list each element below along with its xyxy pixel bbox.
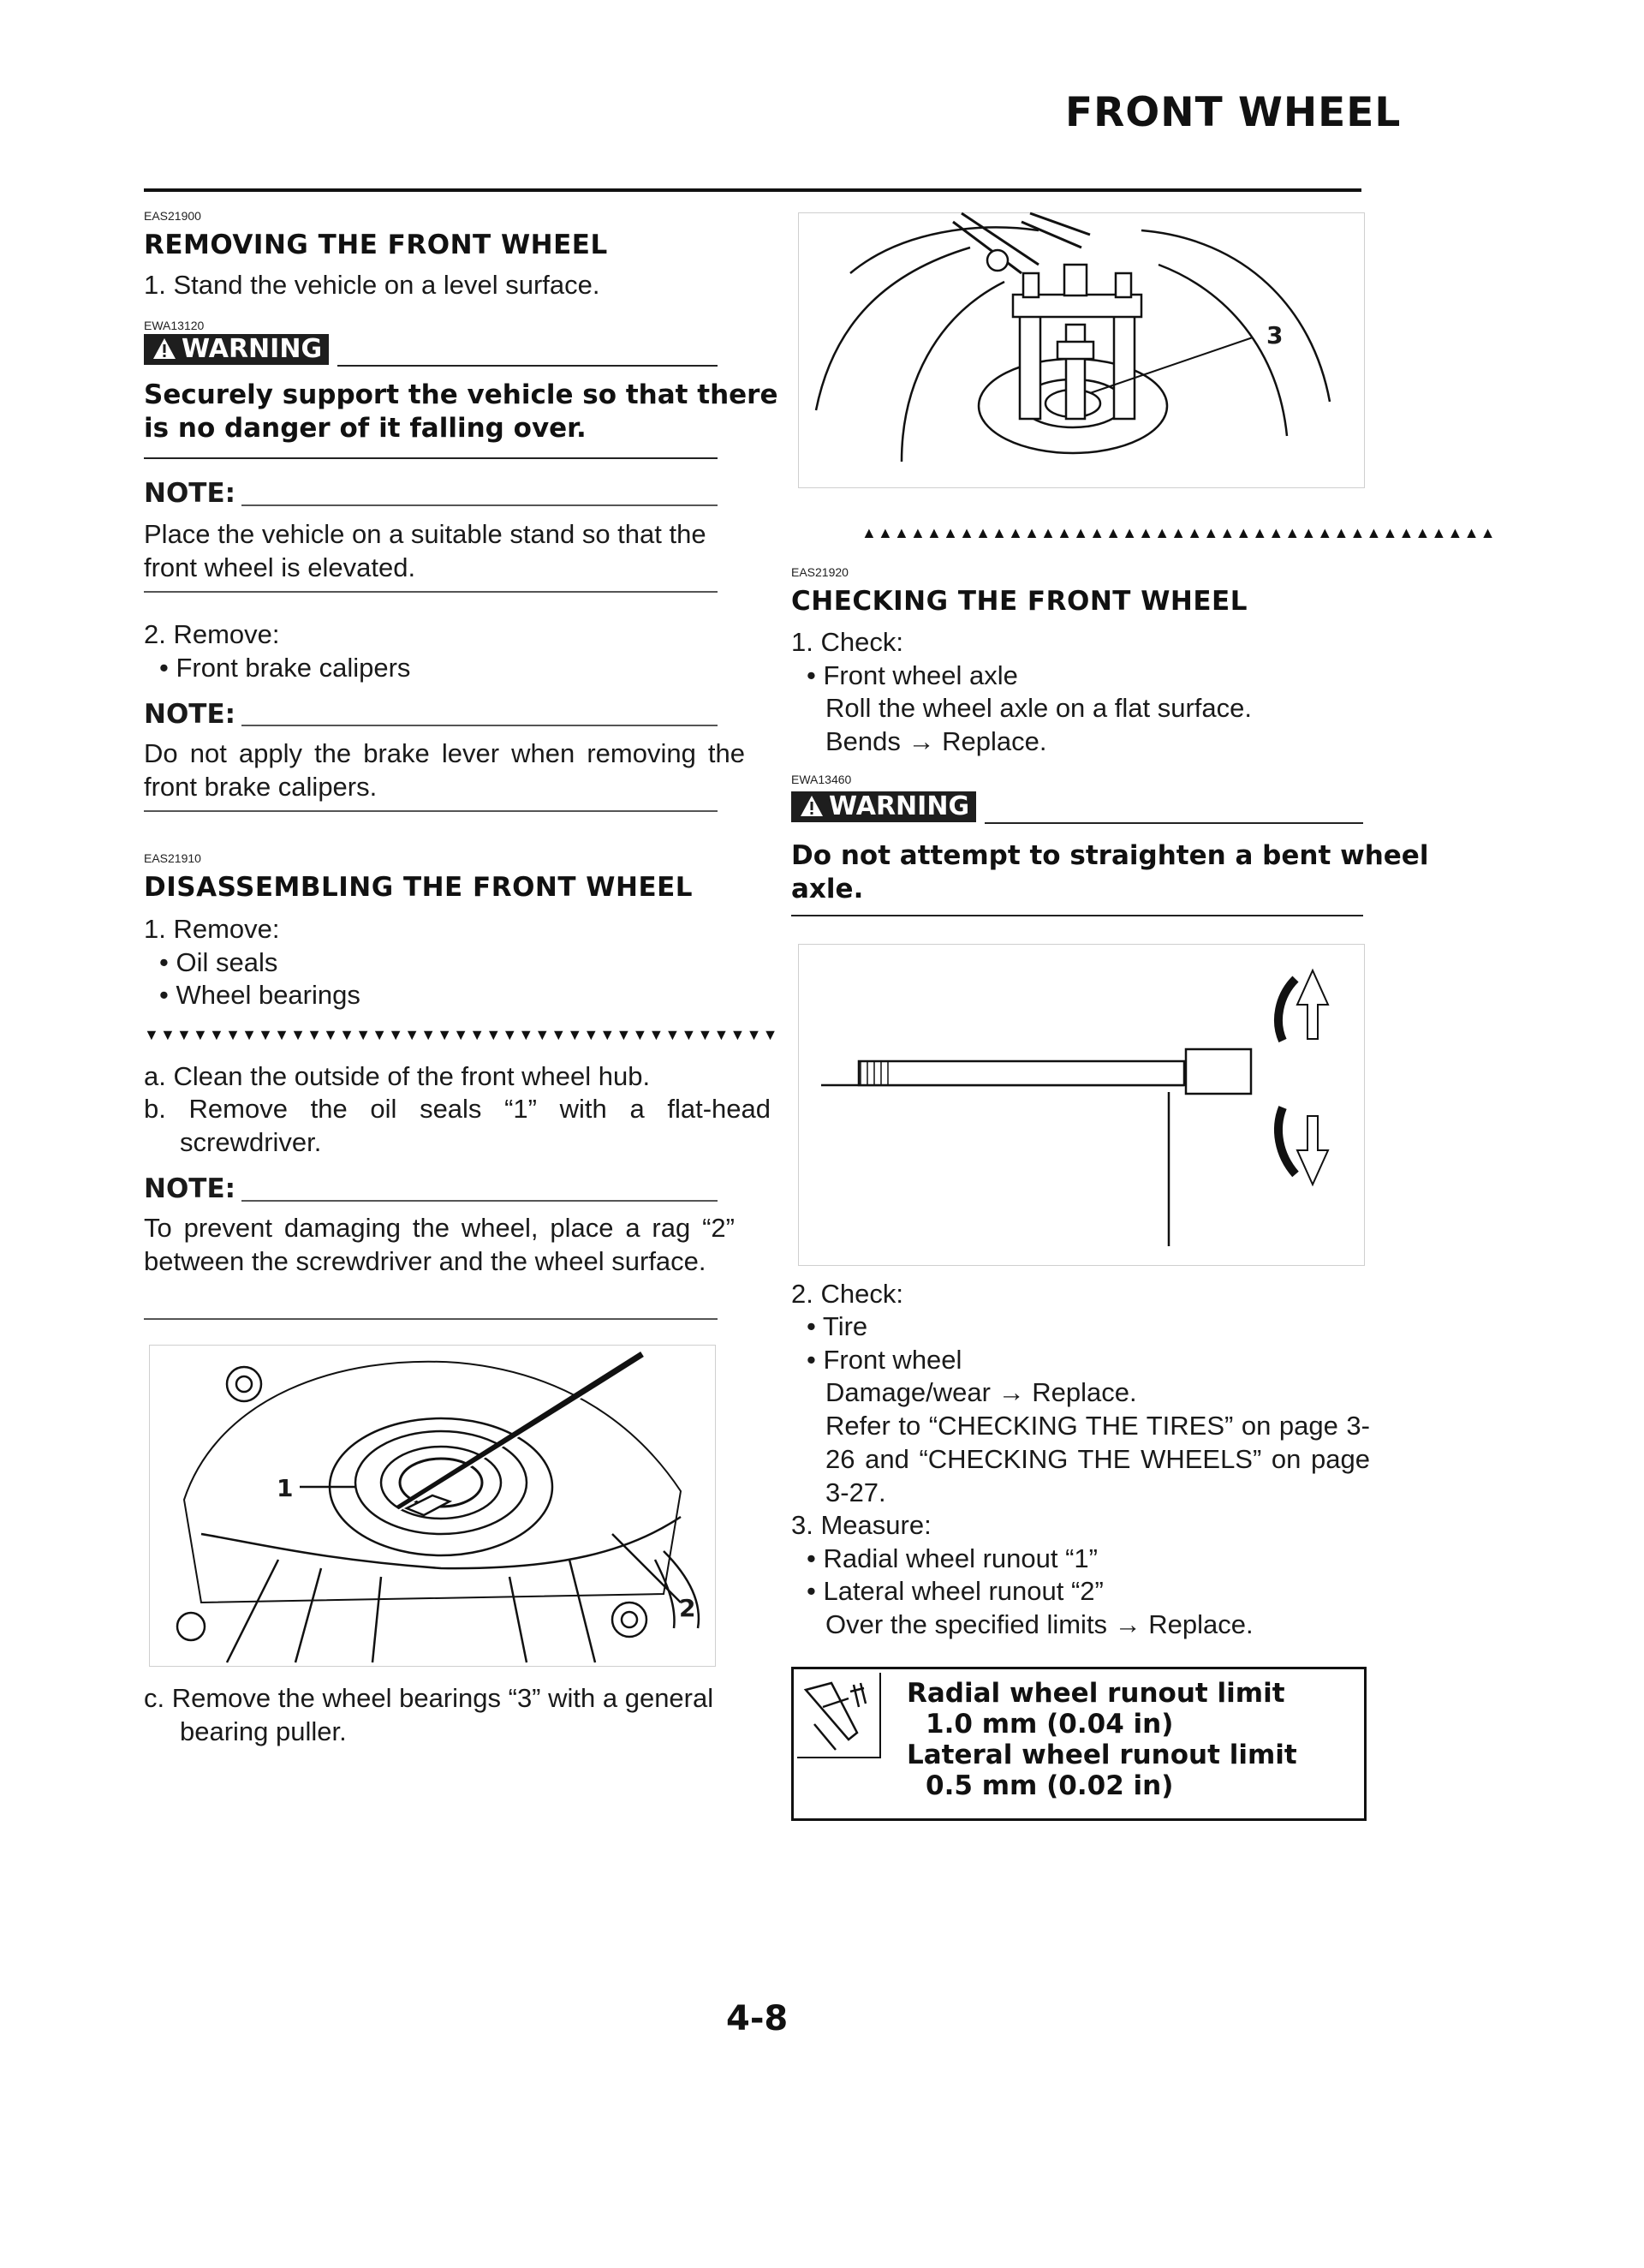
note-text: Place the vehicle on a suitable stand so that the front wheel is elevated.: [144, 519, 706, 582]
item-detail: Over the specified limits → Replace.: [825, 1609, 1254, 1639]
list-item: • Wheel bearings: [159, 980, 360, 1010]
item-detail: Refer to “CHECKING THE TIRES” on page 3-26 and “CHECKING THE WHEELS” on page 3-27.: [825, 1411, 1370, 1507]
hub-drawing: [150, 1346, 715, 1666]
step-text: 1. Remove:: [144, 914, 280, 944]
sub-step-text: b. Remove the oil seals “1” with a flat-head screwdriver.: [144, 1094, 771, 1157]
warning-text: Securely support the vehicle so that there is no danger of it falling over.: [144, 379, 778, 444]
spec-lateral-value: 0.5 mm (0.02 in): [926, 1770, 1174, 1801]
triangle-row-up: ▲▲▲▲▲▲▲▲▲▲▲▲▲▲▲▲▲▲▲▲▲▲▲▲▲▲▲▲▲▲▲▲▲▲▲▲▲▲▲: [861, 524, 1497, 541]
figure-bearing-puller: [798, 212, 1365, 488]
note-end-rule: [144, 810, 718, 812]
warning-text-clip: [144, 379, 801, 451]
warning-rule: [985, 822, 1363, 824]
warning-triangle-icon: [152, 334, 176, 365]
list-item: • Lateral wheel runout “2”: [807, 1576, 1104, 1606]
warning-badge: [144, 334, 329, 365]
figure-label-1: 1: [277, 1474, 294, 1502]
step-text: 2. Check:: [791, 1279, 903, 1309]
list-item: • Radial wheel runout “1”: [807, 1543, 1098, 1573]
spec-radial-value: 1.0 mm (0.04 in): [926, 1709, 1174, 1740]
page-number: 4-8: [726, 1999, 789, 2038]
note-end-rule: [144, 1318, 718, 1320]
list-item: • Front brake calipers: [159, 653, 411, 683]
figure-oil-seal-removal: [149, 1345, 716, 1667]
list-item: • Front wheel: [807, 1345, 962, 1375]
triangle-row-down: ▼▼▼▼▼▼▼▼▼▼▼▼▼▼▼▼▼▼▼▼▼▼▼▼▼▼▼▼▼▼▼▼▼▼▼▼▼▼▼: [144, 1026, 779, 1043]
warning-badge: [791, 791, 976, 822]
figure-axle-runout: [798, 944, 1365, 1266]
spec-radial-label: Radial wheel runout limit: [907, 1678, 1285, 1709]
section-title-checking: CHECKING THE FRONT WHEEL: [791, 586, 1248, 617]
axle-drawing: [799, 945, 1364, 1265]
caliper-icon: [797, 1673, 881, 1758]
note-label: NOTE:: [144, 1173, 236, 1204]
warning-code: EWA13120: [144, 319, 205, 332]
list-item: • Front wheel axle: [807, 660, 1018, 690]
item-detail: Roll the wheel axle on a flat surface.: [825, 693, 1252, 723]
warning-end-rule: [144, 457, 718, 459]
warning-label: WARNING: [829, 791, 970, 821]
section-code: EAS21900: [144, 209, 201, 223]
list-item: • Tire: [807, 1311, 868, 1341]
header-rule: [144, 188, 1361, 192]
note-rule: [241, 1200, 718, 1202]
sub-step-text: c. Remove the wheel bearings “3” with a general bearing puller.: [144, 1683, 714, 1746]
warning-triangle-icon: [800, 791, 824, 822]
section-code: EAS21920: [791, 565, 849, 579]
spec-lateral-label: Lateral wheel runout limit: [907, 1740, 1297, 1770]
figure-label-2: 2: [679, 1594, 696, 1622]
note-label: NOTE:: [144, 699, 236, 730]
note-text: To prevent damaging the wheel, place a rag “2” between the screwdriver and the wheel surface.: [144, 1213, 735, 1276]
warning-rule: [337, 365, 718, 367]
figure-label-3: 3: [1266, 321, 1284, 349]
note-end-rule: [144, 591, 718, 593]
item-detail: Damage/wear → Replace.: [825, 1377, 1137, 1407]
step-text: 1. Check:: [791, 627, 903, 657]
step-text: 2. Remove:: [144, 619, 280, 649]
warning-code: EWA13460: [791, 773, 852, 786]
section-code: EAS21910: [144, 851, 201, 865]
section-title-disassembling: DISASSEMBLING THE FRONT WHEEL: [144, 872, 694, 903]
puller-drawing: [799, 213, 1364, 487]
section-title-removing: REMOVING THE FRONT WHEEL: [144, 230, 608, 260]
note-rule: [241, 504, 718, 506]
note-label: NOTE:: [144, 478, 236, 509]
list-item: • Oil seals: [159, 947, 278, 977]
item-detail: Bends → Replace.: [825, 726, 1047, 756]
step-text: 3. Measure:: [791, 1510, 932, 1540]
warning-end-rule: [791, 915, 1363, 916]
spec-box: [791, 1667, 1367, 1821]
warning-label: WARNING: [182, 334, 323, 364]
sub-step-text: a. Clean the outside of the front wheel hub.: [144, 1061, 651, 1091]
warning-text: Do not attempt to straighten a bent wheel axle.: [791, 840, 1429, 904]
note-rule: [241, 725, 718, 726]
note-text: Do not apply the brake lever when removing the front brake calipers.: [144, 738, 745, 802]
page-title: FRONT WHEEL: [1065, 89, 1402, 136]
step-text: 1. Stand the vehicle on a level surface.: [144, 270, 600, 300]
